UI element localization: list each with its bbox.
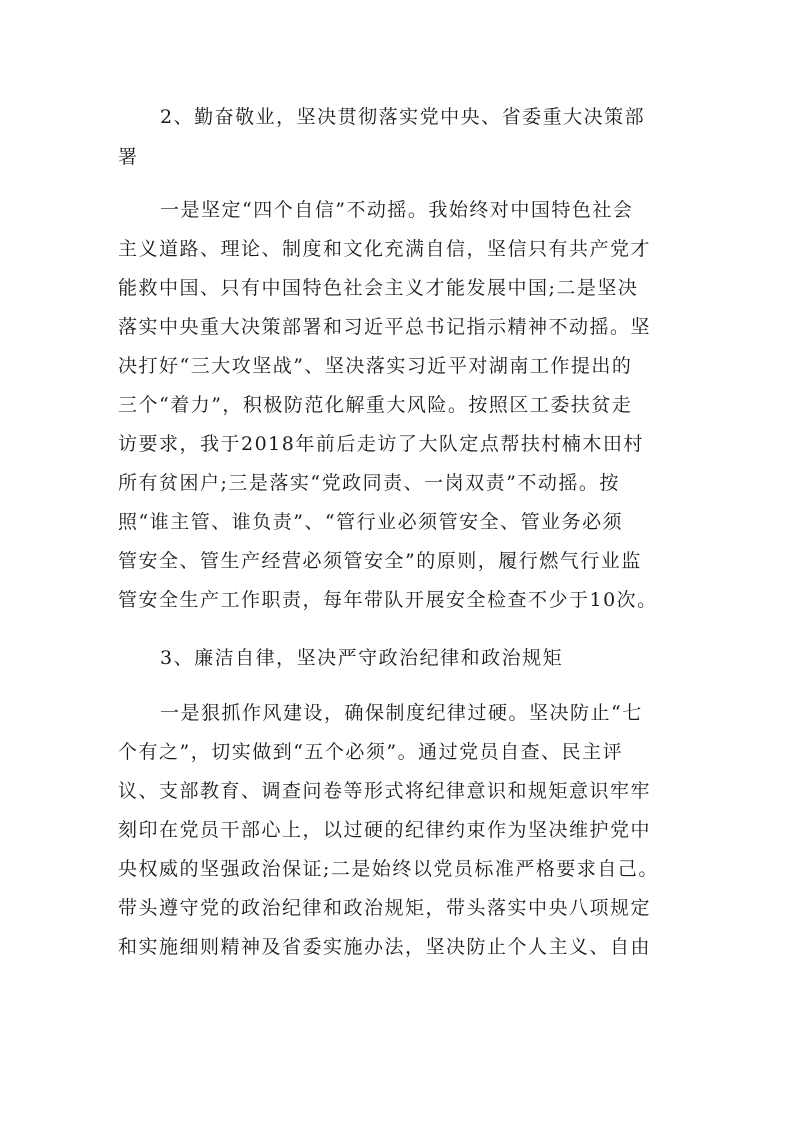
paragraph-line: 一是狠抓作风建设，确保制度纪律过硬。坚决防止“七 xyxy=(160,702,643,724)
paragraph-line: 决打好“三大攻坚战”、坚决落实习近平对湖南工作提出的 xyxy=(118,355,633,377)
paragraph-line: 央权威的坚强政治保证;二是始终以党员标准严格要求自己。 xyxy=(118,858,659,880)
section-3-heading-line: 3、廉洁自律，坚决严守政治纪律和政治规矩 xyxy=(160,647,564,669)
paragraph-line: 和实施细则精神及省委实施办法，坚决防止个人主义、自由 xyxy=(118,936,652,958)
paragraph-line: 管安全生产工作职责，每年带队开展安全检查不少于10次。 xyxy=(118,589,658,611)
paragraph-line: 主义道路、理论、制度和文化充满自信，坚信只有共产党才 xyxy=(118,238,652,260)
section-3-heading xyxy=(118,638,678,678)
paragraph-line: 三个“着力”，积极防范化解重大风险。按照区工委扶贫走 xyxy=(118,394,633,416)
document-body xyxy=(118,97,678,967)
paragraph-line: 访要求，我于2018年前后走访了大队定点帮扶村楠木田村 xyxy=(118,433,644,455)
paragraph-line: 个有之”，切实做到“五个必须”。通过党员自查、民主评 xyxy=(118,741,624,763)
paragraph-line: 落实中央重大决策部署和习近平总书记指示精神不动摇。坚 xyxy=(118,316,652,338)
section-3-paragraph xyxy=(118,694,678,967)
section-2-heading-line-1: 2、勤奋敬业，坚决贯彻落实党中央、省委重大决策部 xyxy=(160,106,646,128)
section-2-heading-line-2: 署 xyxy=(118,146,139,168)
paragraph-line: 照“谁主管、谁负责”、“管行业必须管安全、管业务必须 xyxy=(118,511,624,533)
paragraph-line: 刻印在党员干部心上，以过硬的纪律约束作为坚决维护党中 xyxy=(118,819,652,841)
paragraph-line: 一是坚定“四个自信”不动摇。我始终对中国特色社会 xyxy=(160,199,634,221)
paragraph-line: 带头遵守党的政治纪律和政治规矩，带头落实中央八项规定 xyxy=(118,897,652,919)
paragraph-line: 能救中国、只有中国特色社会主义才能发展中国;二是坚决 xyxy=(118,277,639,299)
section-2-paragraph xyxy=(118,191,678,620)
paragraph-line: 议、支部教育、调查问卷等形式将纪律意识和规矩意识牢牢 xyxy=(118,780,652,802)
section-2-heading xyxy=(118,97,678,177)
paragraph-line: 所有贫困户;三是落实“党政同责、一岗双责”不动摇。按 xyxy=(118,472,620,494)
paragraph-line: 管安全、管生产经营必须管安全”的原则，履行燃气行业监 xyxy=(118,550,642,572)
